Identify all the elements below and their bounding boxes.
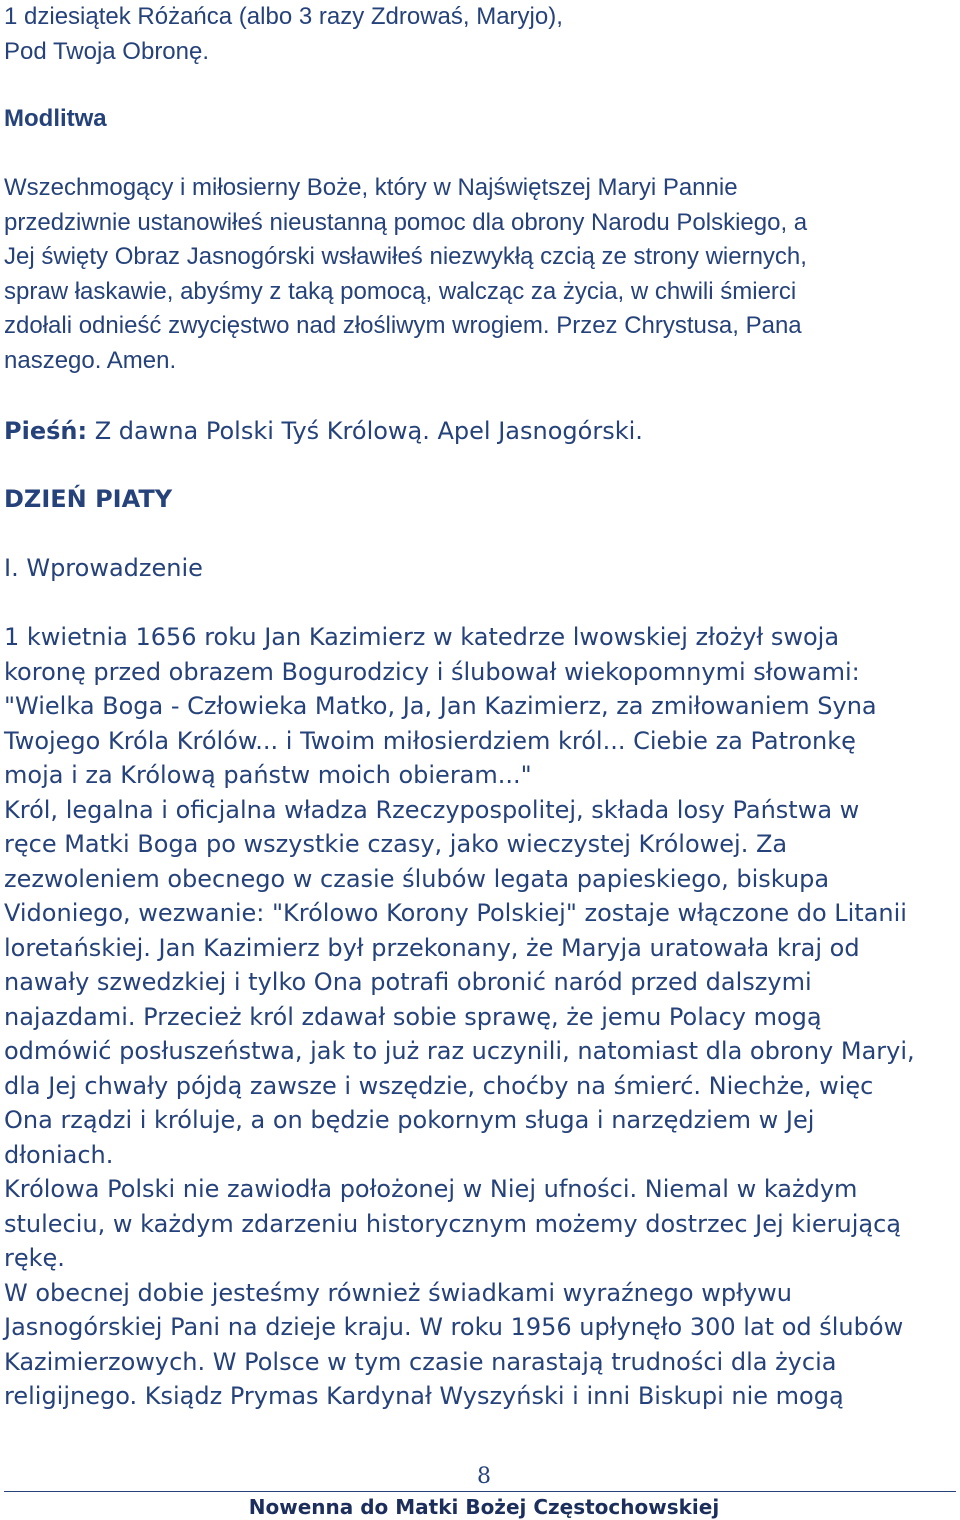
body-line: Vidoniego, wezwanie: "Królowo Korony Polskiej" zostaje włączone do Litanii xyxy=(4,899,907,927)
song-label: Pieśń: xyxy=(4,417,88,445)
body-line: ręce Matki Boga po wszystkie czasy, jako wieczystej Królowej. Za xyxy=(4,830,788,858)
body-line: Twojego Króla Królów... i Twoim miłosierdziem król... Ciebie za Patronkę xyxy=(4,726,856,755)
body-line: 1 kwietnia 1656 roku Jan Kazimierz w katedrze lwowskiej złożył swoja xyxy=(4,623,840,651)
body-line: W obecnej dobie jesteśmy również świadkami wyraźnego wpływu xyxy=(4,1278,792,1307)
body-line: najazdami. Przecież król zdawał sobie sprawę, że jemu Polacy mogą xyxy=(4,1002,822,1031)
body-line: Królowa Polski nie zawiodła położonej w Niej ufności. Niemal w każdym xyxy=(4,1175,858,1203)
body-line: dłoniach. xyxy=(4,1140,114,1169)
body-line: Król, legalna i oficjalna władza Rzeczypospolitej, składa losy Państwa w xyxy=(4,795,860,824)
body-line: "Wielka Boga - Człowieka Matko, Ja, Jan Kazimierz, za zmiłowaniem Syna xyxy=(4,692,877,720)
prayer-line-6: naszego. Amen. xyxy=(4,346,177,374)
body-line: moja i za Królową państw moich obieram..." xyxy=(4,761,532,789)
prayer-line-5: zdołali odnieść zwycięstwo nad złośliwym wrogiem. Przez Chrystusa, Pana xyxy=(4,312,802,339)
body-line: Ona rządzi i króluje, a on będzie pokornym sługa i narzędziem w Jej xyxy=(4,1106,815,1134)
body-line: odmówić posłuszeństwa, jak to już raz uczynili, natomiast dla obrony Maryi, xyxy=(4,1037,915,1065)
prayer-line-3: Jej święty Obraz Jasnogórski wsławiłeś niezwykłą czcią ze strony wiernych, xyxy=(4,243,807,270)
body-text xyxy=(4,620,959,1414)
footer-title: Nowenna do Matki Bożej Częstochowskiej xyxy=(248,1495,720,1519)
intro-line-1: 1 dziesiątek Różańca (albo 3 razy Zdrowaś, Maryjo), xyxy=(4,3,563,30)
body-line: koronę przed obrazem Bogurodzicy i ślubował wiekopomnymi słowami: xyxy=(4,657,860,686)
prayer-text xyxy=(4,171,959,378)
intro-block xyxy=(4,0,959,69)
song-text: Z dawna Polski Tyś Królową. Apel Jasnogórski. xyxy=(87,417,643,445)
song-line xyxy=(4,414,959,449)
body-line: zezwoleniem obecnego w czasie ślubów legata papieskiego, biskupa xyxy=(4,864,830,893)
page-number: 8 xyxy=(477,1464,491,1489)
body-line: stuleciu, w każdym zdarzeniu historycznym możemy dostrzec Jej kierującą xyxy=(4,1209,901,1238)
body-line: nawały szwedzkiej i tylko Ona potrafi obronić naród przed dalszymi xyxy=(4,968,812,996)
prayer-line-1: Wszechmogący i miłosierny Boże, który w Najświętszej Maryi Pannie xyxy=(4,174,738,201)
prayer-heading: Modlitwa xyxy=(4,105,107,132)
body-line: Kazimierzowych. W Polsce w tym czasie narastają trudności dla życia xyxy=(4,1347,837,1376)
body-line: religijnego. Ksiądz Prymas Kardynał Wyszyński i inni Biskupi nie mogą xyxy=(4,1382,844,1410)
body-line: dla Jej chwały pójdą zawsze i wszędzie, choćby na śmierć. Niechże, więc xyxy=(4,1071,874,1100)
prayer-line-2: przedziwnie ustanowiłeś nieustanną pomoc dla obrony Narodu Polskiego, a xyxy=(4,208,808,236)
body-line: loretańskiej. Jan Kazimierz był przekonany, że Maryja uratowała kraj od xyxy=(4,933,860,962)
body-line: rękę. xyxy=(4,1244,65,1272)
intro-line-2: Pod Twoja Obronę. xyxy=(4,37,210,65)
section-heading: I. Wprowadzenie xyxy=(4,554,203,582)
prayer-line-4: spraw łaskawie, abyśmy z taką pomocą, walcząc za życia, w chwili śmierci xyxy=(4,277,797,305)
body-line: Jasnogórskiej Pani na dzieje kraju. W roku 1956 upłynęło 300 lat od ślubów xyxy=(4,1313,904,1341)
day-heading: DZIEŃ PIATY xyxy=(4,485,173,513)
footer-divider xyxy=(4,1491,956,1492)
